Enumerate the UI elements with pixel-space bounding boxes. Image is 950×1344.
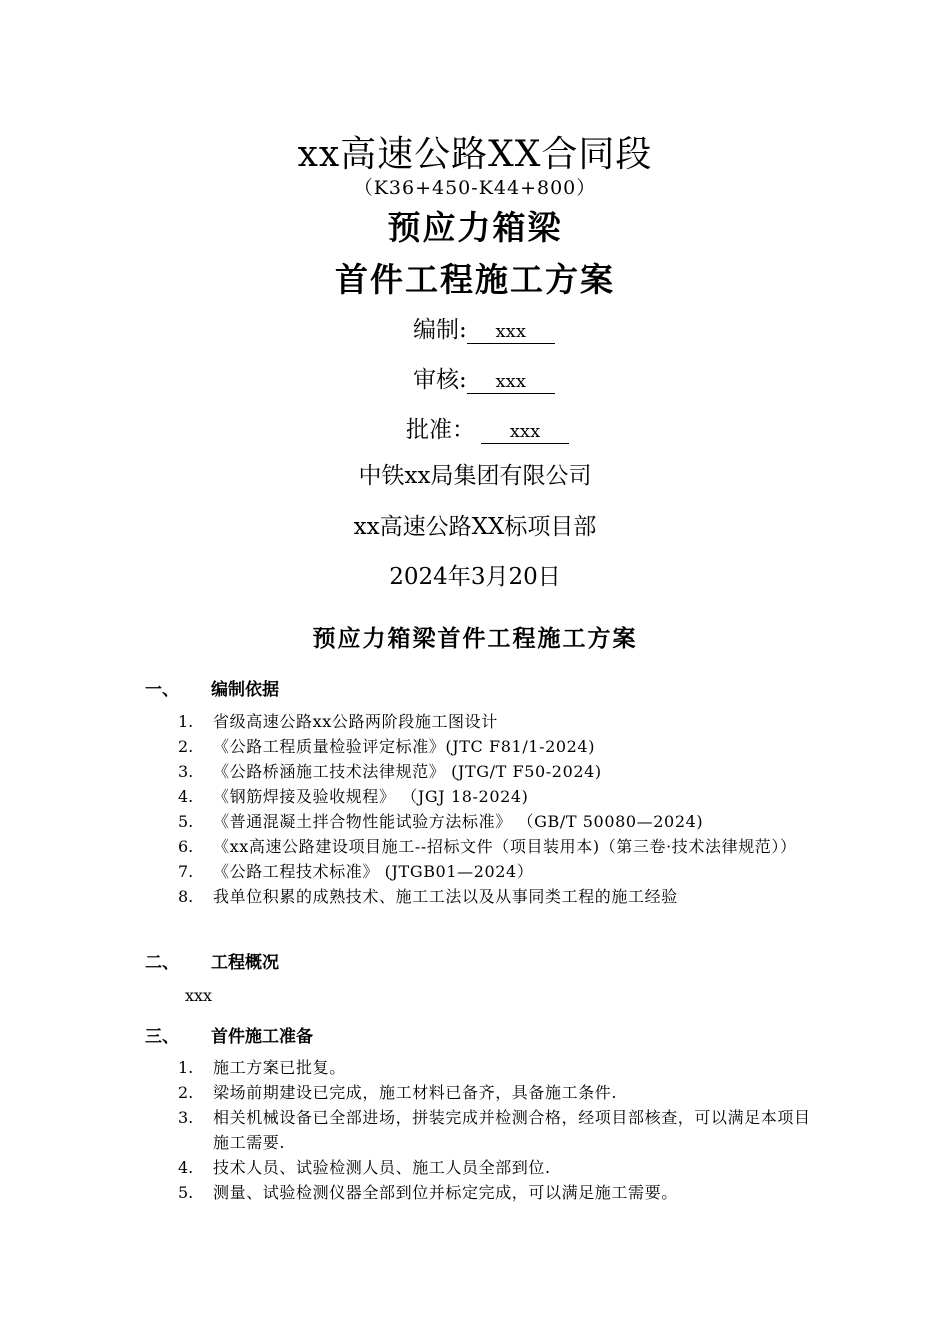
section-heading <box>145 675 279 700</box>
compiled-by-row <box>413 311 555 344</box>
document-title: 预应力箱梁首件工程施工方案 <box>312 625 638 652</box>
section-list <box>178 709 818 909</box>
list-item <box>178 1080 818 1105</box>
list-item <box>178 759 818 784</box>
item-text: 《xx高速公路建设项目施工--招标文件（项目装用本)（第三卷·技术法律规范）） <box>213 837 797 856</box>
list-item <box>178 859 818 884</box>
project-department: xx高速公路XX标项目部 <box>353 514 597 540</box>
list-item <box>178 734 818 759</box>
section-body-text: xxx <box>185 986 213 1005</box>
item-text: 省级高速公路xx公路两阶段施工图设计 <box>213 712 498 731</box>
item-number: 4. <box>178 1158 194 1177</box>
list-item <box>178 784 818 809</box>
item-number: 2. <box>178 737 194 756</box>
section-title: 工程概况 <box>211 953 279 973</box>
item-text: 我单位积累的成熟技术、施工工法以及从事同类工程的施工经验 <box>213 887 678 906</box>
item-number: 1. <box>178 1058 194 1077</box>
item-number: 5. <box>178 812 194 831</box>
list-item <box>178 709 818 734</box>
item-text: 技术人员、试验检测人员、施工人员全部到位. <box>213 1158 551 1177</box>
item-text: 测量、试验检测仪器全部到位并标定完成，可以满足施工需要。 <box>213 1183 678 1202</box>
item-number: 3. <box>178 762 194 781</box>
reviewed-by-label: 审核: <box>413 367 467 393</box>
section-number: 二、 <box>145 953 179 973</box>
item-number: 8. <box>178 887 194 906</box>
cover-stake-range: （K36+450-K44+800） <box>353 177 597 199</box>
section-number: 一、 <box>145 680 179 700</box>
section-heading <box>145 1022 313 1047</box>
reviewed-by-value: xxx <box>467 371 555 394</box>
item-number: 2. <box>178 1083 194 1102</box>
item-text: 《公路桥涵施工技术法律规范》 (JTG/T F50-2024) <box>213 762 602 781</box>
approved-by-value: xxx <box>481 421 569 444</box>
list-item <box>178 1180 818 1205</box>
approved-by-label: 批准： <box>406 417 475 443</box>
list-item <box>178 884 818 909</box>
item-text: 《普通混凝土拌合物性能试验方法标准》 （GB/T 50080—2024) <box>213 812 704 831</box>
list-item <box>178 1105 818 1155</box>
cover-title-line1: xx高速公路XX合同段 <box>297 134 653 175</box>
cover-title-line4: 首件工程施工方案 <box>335 260 615 299</box>
item-number: 5. <box>178 1183 194 1202</box>
section-number: 三、 <box>145 1027 179 1047</box>
item-text: 《钢筋焊接及验收规程》 （JGJ 18-2024) <box>213 787 529 806</box>
cover-date: 2024年3月20日 <box>389 564 561 590</box>
item-number: 4. <box>178 787 194 806</box>
item-text: 梁场前期建设已完成，施工材料已备齐，具备施工条件. <box>213 1083 618 1102</box>
item-number: 1. <box>178 712 194 731</box>
item-text: 相关机械设备已全部进场，拼装完成并检测合格，经项目部核查，可以满足本项目施工需要. <box>213 1108 811 1152</box>
item-text: 施工方案已批复。 <box>213 1058 346 1077</box>
list-item <box>178 834 818 859</box>
approved-by-row <box>406 411 569 444</box>
reviewed-by-row <box>413 361 555 394</box>
company-name: 中铁xx局集团有限公司 <box>358 463 592 489</box>
section-title: 编制依据 <box>211 680 279 700</box>
list-item <box>178 1155 818 1180</box>
section-title: 首件施工准备 <box>211 1027 313 1047</box>
item-text: 《公路工程质量检验评定标准》(JTC F81/1-2024) <box>213 737 596 756</box>
cover-title-line3: 预应力箱梁 <box>387 208 563 247</box>
compiled-by-value: xxx <box>467 321 555 344</box>
section-heading <box>145 948 279 973</box>
compiled-by-label: 编制: <box>413 317 467 343</box>
item-text: 《公路工程技术标准》 (JTGB01—2024） <box>213 862 534 881</box>
list-item <box>178 1055 818 1080</box>
section-list <box>178 1055 818 1205</box>
item-number: 6. <box>178 837 194 856</box>
item-number: 7. <box>178 862 194 881</box>
list-item <box>178 809 818 834</box>
item-number: 3. <box>178 1108 194 1127</box>
